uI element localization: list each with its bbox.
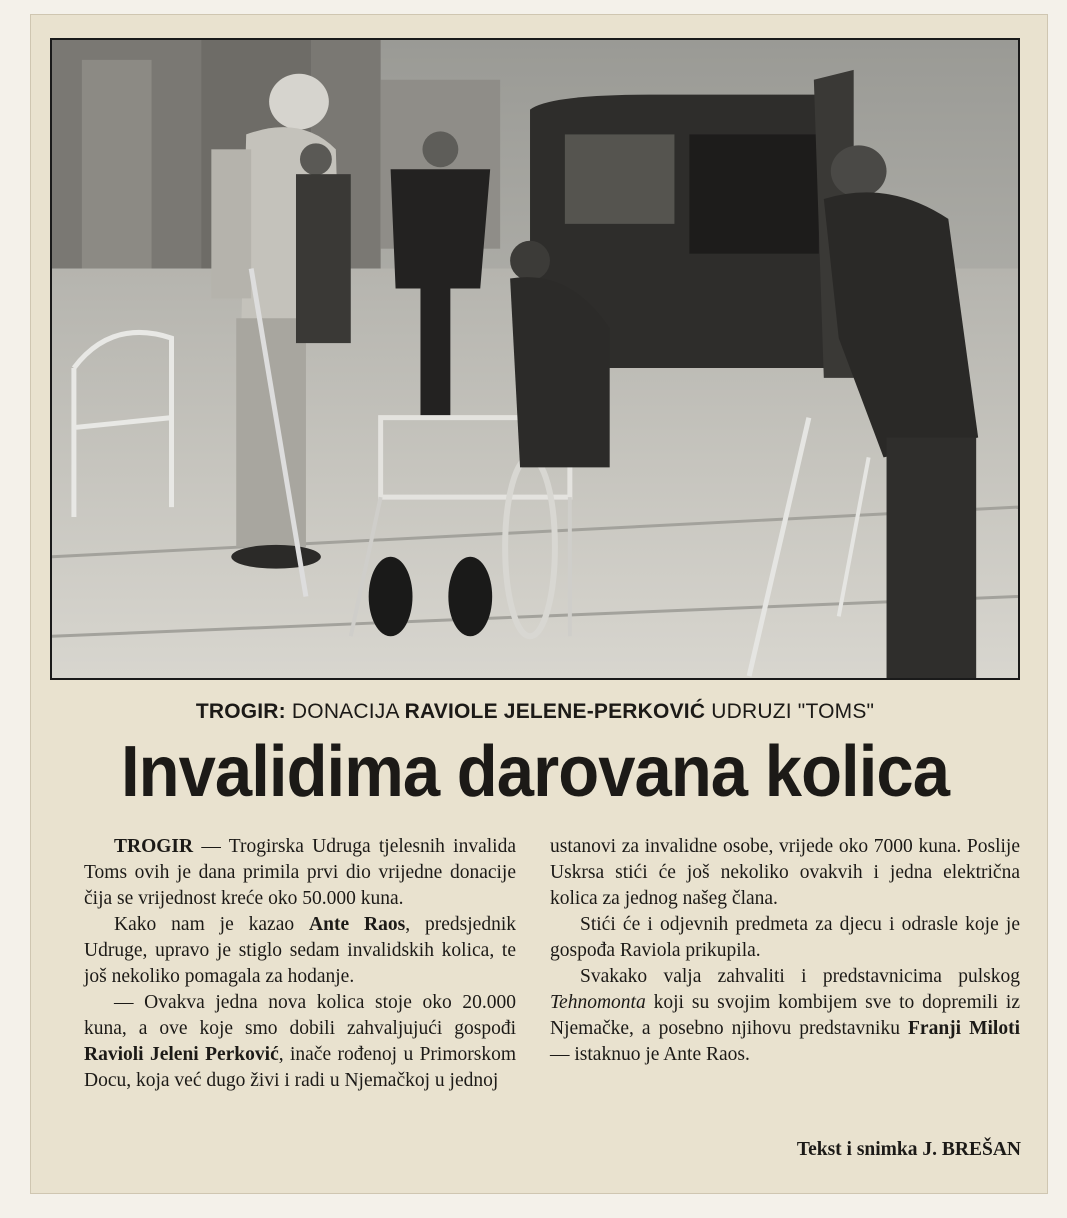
paragraph-text: — istaknuo je Ante Raos. bbox=[550, 1044, 750, 1065]
article-headline: Invalidima darovana kolica bbox=[120, 732, 950, 812]
article-kicker bbox=[50, 700, 1020, 724]
person-name: Ravioli Jeleni Perković bbox=[84, 1044, 279, 1065]
kicker-place: TROGIR: bbox=[195, 700, 286, 723]
person-name: Franji Miloti bbox=[908, 1018, 1020, 1039]
paragraph-text: , predsjednik Udruge, upravo je stiglo sedam invalidskih kolica, te još nekoliko pomagala za hodanje. bbox=[84, 914, 516, 987]
paragraph-text: koji su svojim kombijem sve to dopremili iz Njemačke, a posebno njihovu predstavniku bbox=[550, 992, 1020, 1039]
paragraph bbox=[550, 964, 1020, 1068]
paragraph-text: Kako nam je kazao bbox=[114, 914, 310, 935]
article-photo bbox=[50, 38, 1020, 680]
kicker-name: RAVIOLE JELENE-PERKOVIĆ bbox=[404, 700, 706, 723]
kicker-part2: UDRUZI "TOMS" bbox=[711, 700, 875, 723]
paragraph-text: Svakako valja zahvaliti i predstavnicima pulskog bbox=[580, 966, 1020, 987]
paragraph bbox=[84, 990, 516, 1094]
kicker-part1: DONACIJA bbox=[291, 700, 399, 723]
article-column-left bbox=[84, 834, 516, 1094]
article-column-right bbox=[550, 834, 1020, 1068]
paragraph bbox=[84, 834, 516, 912]
paragraph: ustanovi za invalidne osobe, vrijede oko 7000 kuna. Poslije Uskrsa stići će još nekoliko ovakvih i jedna električna kolica za jednog našeg člana. bbox=[550, 836, 1020, 909]
paragraph-text: — Trogirska Udruga tjelesnih invalida Toms ovih je dana primila prvi dio vrijedne donacije čija se vrijednost kreće oko 50.000 kuna. bbox=[84, 836, 516, 909]
company-name: Tehnomonta bbox=[550, 992, 646, 1013]
dateline: TROGIR bbox=[114, 836, 194, 857]
photo-illustration bbox=[52, 40, 1018, 678]
paragraph bbox=[84, 912, 516, 990]
paragraph: Stići će i odjevnih predmeta za djecu i odrasle koje je gospođa Raviola prikupila. bbox=[550, 914, 1020, 961]
person-name: Ante Raos bbox=[309, 914, 406, 935]
paragraph-text: , inače rođenoj u Primorskom Docu, koja već dugo živi i radi u Njemačkoj u jednoj bbox=[84, 1044, 517, 1091]
paragraph-text: — Ovakva jedna nova kolica stoje oko 20.000 kuna, a ove koje smo dobili zahvaljujući gospođi bbox=[84, 992, 516, 1039]
byline: Tekst i snimka J. BREŠAN bbox=[796, 1139, 1021, 1160]
